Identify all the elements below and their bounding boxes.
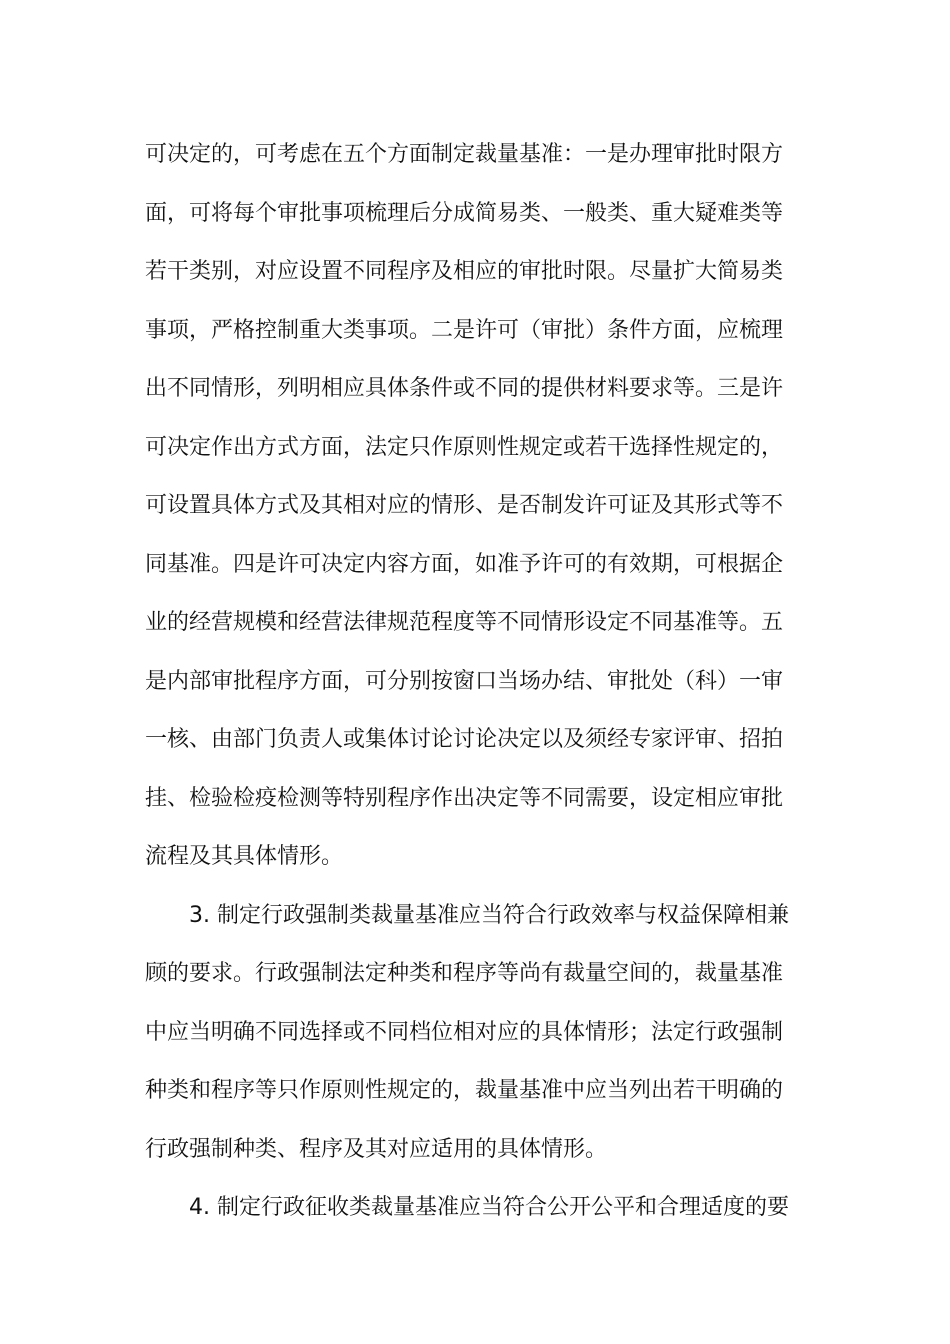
text-line: 4. 制定行政征收类裁量基准应当符合公开公平和合理适度的要 — [189, 1195, 789, 1220]
text-line: 业的经营规模和经营法律规范程度等不同情形设定不同基准等。五 — [145, 610, 784, 635]
text-line: 种类和程序等只作原则性规定的，裁量基准中应当列出若干明确的 — [145, 1078, 784, 1103]
paragraph-levy-criteria — [145, 1179, 807, 1238]
text-line: 流程及其具体情形。 — [145, 844, 344, 869]
text-line: 顾的要求。行政强制法定种类和程序等尚有裁量空间的，裁量基准 — [145, 961, 784, 986]
text-line: 挂、检验检疫检测等特别程序作出决定等不同需要，设定相应审批 — [145, 785, 784, 811]
text-line: 可决定作出方式方面，法定只作原则性规定或若干选择性规定的， — [145, 434, 784, 460]
text-line: 行政强制种类、程序及其对应适用的具体情形。 — [145, 1136, 608, 1162]
text-line: 3. 制定行政强制类裁量基准应当符合行政效率与权益保障相兼 — [189, 902, 789, 928]
text-line: 中应当明确不同选择或不同档位相对应的具体情形；法定行政强制 — [145, 1019, 784, 1045]
text-line: 若干类别，对应设置不同程序及相应的审批时限。尽量扩大简易类 — [145, 259, 784, 284]
paragraph-approval-criteria — [145, 126, 807, 887]
document-body — [145, 126, 807, 1238]
text-line: 同基准。四是许可决定内容方面，如准予许可的有效期，可根据企 — [145, 551, 784, 577]
text-line: 面，可将每个审批事项梳理后分成简易类、一般类、重大疑难类等 — [145, 200, 784, 226]
text-line: 可设置具体方式及其相对应的情形、是否制发许可证及其形式等不 — [145, 493, 784, 518]
text-line: 一核、由部门负责人或集体讨论讨论决定以及须经专家评审、招拍 — [145, 727, 784, 752]
text-line: 是内部审批程序方面，可分别按窗口当场办结、审批处（科）一审 — [145, 668, 784, 694]
paragraph-coercion-criteria — [145, 887, 807, 1180]
text-line: 可决定的，可考虑在五个方面制定裁量基准：一是办理审批时限方 — [145, 142, 784, 167]
text-line: 事项，严格控制重大类事项。二是许可（审批）条件方面，应梳理 — [145, 317, 784, 343]
text-line: 出不同情形，列明相应具体条件或不同的提供材料要求等。三是许 — [145, 376, 784, 401]
